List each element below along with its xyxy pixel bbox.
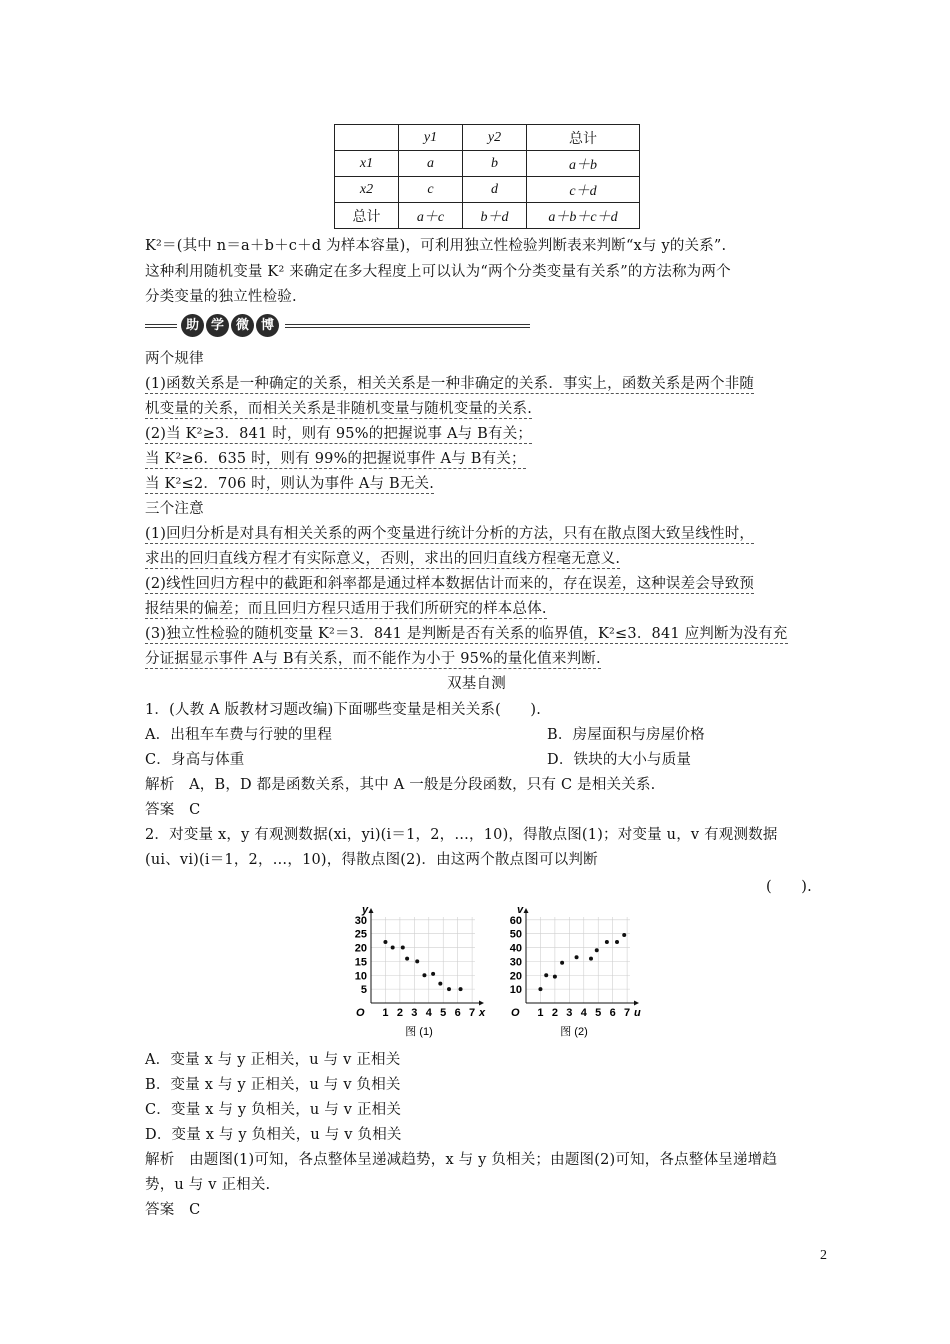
intro-line: K²＝(其中 n＝a＋b＋c＋d 为样本容量)，可利用独立性检验判断表来判断“x与 y的关系”.: [145, 238, 727, 254]
banner-rule: [285, 324, 530, 328]
x-tick-label: 1: [537, 1007, 544, 1019]
q2-option-c: C．变量 x 与 y 负相关，u 与 v 正相关: [145, 1102, 402, 1118]
table-cell: a＋b: [527, 151, 640, 177]
x-tick-label: 5: [595, 1007, 602, 1019]
y-axis-arrow: [369, 908, 374, 913]
data-point: [391, 946, 395, 950]
x-axis-arrow: [634, 1001, 639, 1006]
rule-line: (1)函数关系是一种确定的关系，相关关系是一种非确定的关系．事实上，函数关系是两个非随: [145, 376, 755, 392]
q2-analysis-line-2: 势，u 与 v 正相关.: [145, 1177, 271, 1193]
y-tick-label: 25: [354, 928, 367, 941]
table-cell: b＋d: [463, 203, 527, 229]
y-tick-label: 10: [509, 984, 522, 997]
table-row: [335, 177, 640, 203]
note-line: (1)回归分析是对具有相关关系的两个变量进行统计分析的方法，只有在散点图大致呈线性时，: [145, 526, 755, 542]
data-point: [553, 975, 557, 979]
q1-answer: 答案 C: [145, 802, 201, 818]
x-axis-arrow: [479, 1001, 484, 1006]
section-banner: [145, 312, 530, 340]
x-tick-label: 4: [425, 1007, 432, 1019]
q2-option-d: D．变量 x 与 y 负相关，u 与 v 负相关: [145, 1127, 402, 1143]
banner-chip: 博: [256, 314, 279, 337]
q2-stem-line-2: (ui、vi)(i＝1，2，…，10)，得散点图(2)．由这两个散点图可以判断: [145, 852, 598, 868]
table-cell: d: [463, 177, 527, 203]
data-point: [405, 957, 409, 961]
table-row: [335, 203, 640, 229]
page-number: 2: [820, 1248, 827, 1263]
banner-chip: 微: [231, 314, 254, 337]
q1-analysis: 解析 A，B，D 都是函数关系，其中 A 一般是分段函数，只有 C 是相关关系.: [145, 777, 656, 793]
table-cell: x1: [335, 151, 399, 177]
q1-option-c: C．身高与体重: [145, 752, 245, 768]
banner-chip: 助: [181, 314, 204, 337]
q1-option-a: A．出租车车费与行驶的里程: [145, 727, 333, 743]
x-tick-label: 4: [580, 1007, 587, 1019]
x-axis-label: u: [634, 1007, 641, 1019]
note-line: (3)独立性检验的随机变量 K²＝3．841 是判断是否有关系的临界值，K²≤3．841 应判断为没有充: [145, 626, 788, 642]
table-cell: a＋c: [399, 203, 463, 229]
table-header-cell: 总计: [527, 125, 640, 151]
data-point: [447, 987, 451, 991]
y-axis-arrow: [524, 908, 529, 913]
table-cell: a: [399, 151, 463, 177]
x-tick-label: 3: [566, 1007, 573, 1019]
data-point: [615, 940, 619, 944]
q2-answer-paren: ( ).: [766, 879, 812, 895]
q1-stem: 1．(人教 A 版教材习题改编)下面哪些变量是相关关系( ).: [145, 702, 542, 718]
data-point: [438, 982, 442, 986]
table-cell: c: [399, 177, 463, 203]
y-tick-label: 20: [354, 942, 367, 955]
table-cell: 总计: [335, 203, 399, 229]
data-point: [595, 948, 599, 952]
contingency-table: [334, 124, 640, 229]
y-tick-label: 50: [509, 928, 522, 941]
y-tick-label: 10: [354, 970, 367, 983]
x-tick-label: 2: [551, 1007, 558, 1019]
data-point: [459, 987, 463, 991]
table-header-cell: y1: [399, 125, 463, 151]
y-tick-label: 15: [354, 956, 367, 969]
note-line: 求出的回归直线方程才有实际意义，否则，求出的回归直线方程毫无意义.: [145, 551, 621, 567]
y-tick-label: 30: [354, 914, 367, 927]
intro-line: 分类变量的独立性检验.: [145, 289, 297, 305]
table-row: [335, 125, 640, 151]
q1-option-d: D．铁块的大小与质量: [547, 752, 692, 768]
banner-rule: [145, 324, 177, 328]
data-point: [544, 973, 548, 977]
q2-stem-line-1: 2．对变量 x，y 有观测数据(xi，yi)(i＝1，2，…，10)，得散点图(1)；对变量 u，v 有观测数据: [145, 827, 778, 843]
x-tick-label: 7: [469, 1007, 476, 1019]
y-axis-label: y: [362, 904, 369, 916]
table-cell: x2: [335, 177, 399, 203]
notes-title: 三个注意: [145, 501, 204, 517]
rule-line: (2)当 K²≥3．841 时，则有 95%的把握说事 A与 B有关；: [145, 426, 533, 442]
data-point: [538, 987, 542, 991]
rules-title: 两个规律: [145, 351, 204, 367]
x-tick-label: 2: [396, 1007, 403, 1019]
data-point: [431, 972, 435, 976]
origin-label: O: [356, 1007, 365, 1019]
table-row: [335, 151, 640, 177]
y-tick-label: 20: [509, 970, 522, 983]
y-axis-label: v: [517, 904, 524, 916]
banner-chips: [181, 314, 279, 337]
section-title: 双基自测: [447, 676, 506, 692]
intro-line: 这种利用随机变量 K² 来确定在多大程度上可以认为“两个分类变量有关系”的方法称为两个: [145, 264, 731, 280]
y-tick-label: 5: [360, 984, 367, 997]
table-cell: c＋d: [527, 177, 640, 203]
banner-chip: 学: [206, 314, 229, 337]
origin-label: O: [511, 1007, 520, 1019]
x-tick-label: 7: [624, 1007, 631, 1019]
chart-caption: 图 (2): [560, 1026, 588, 1038]
x-tick-label: 3: [411, 1007, 418, 1019]
y-tick-label: 40: [509, 942, 522, 955]
scatter-chart-2: [490, 904, 641, 1043]
table-cell: a＋b＋c＋d: [527, 203, 640, 229]
x-tick-label: 6: [609, 1007, 616, 1019]
q2-answer: 答案 C: [145, 1202, 201, 1218]
q2-option-a: A．变量 x 与 y 正相关，u 与 v 正相关: [145, 1052, 401, 1068]
note-line: 分证据显示事件 A与 B有关系，而不能作为小于 95%的量化值来判断.: [145, 651, 601, 667]
table-cell: [335, 125, 399, 151]
data-point: [589, 957, 593, 961]
data-point: [401, 946, 405, 950]
rule-line: 机变量的关系，而相关关系是非随机变量与随机变量的关系.: [145, 401, 533, 417]
data-point: [383, 940, 387, 944]
data-point: [622, 933, 626, 937]
rule-line: 当 K²≤2．706 时，则认为事件 A与 B无关.: [145, 476, 435, 492]
rule-line: 当 K²≥6．635 时，则有 99%的把握说事件 A与 B有关；: [145, 451, 526, 467]
x-tick-label: 1: [382, 1007, 389, 1019]
q1-option-b: B．房屋面积与房屋价格: [547, 727, 705, 743]
note-line: 报结果的偏差；而且回归方程只适用于我们所研究的样本总体.: [145, 601, 547, 617]
data-point: [415, 959, 419, 963]
data-point: [560, 961, 564, 965]
note-line: (2)线性回归方程中的截距和斜率都是通过样本数据估计而来的，存在误差，这种误差会导致预: [145, 576, 755, 592]
x-tick-label: 6: [454, 1007, 461, 1019]
y-tick-label: 60: [509, 914, 522, 927]
data-point: [605, 940, 609, 944]
q2-analysis-line-1: 解析 由题图(1)可知，各点整体呈递减趋势，x 与 y 负相关；由题图(2)可知，各点整体呈递增趋: [145, 1152, 778, 1168]
scatter-chart-1: [335, 904, 486, 1043]
x-axis-label: x: [479, 1007, 486, 1019]
q2-option-b: B．变量 x 与 y 正相关，u 与 v 负相关: [145, 1077, 401, 1093]
x-tick-label: 5: [440, 1007, 447, 1019]
chart-caption: 图 (1): [405, 1026, 433, 1038]
data-point: [422, 973, 426, 977]
y-tick-label: 30: [509, 956, 522, 969]
data-point: [575, 955, 579, 959]
table-header-cell: y2: [463, 125, 527, 151]
table-cell: b: [463, 151, 527, 177]
